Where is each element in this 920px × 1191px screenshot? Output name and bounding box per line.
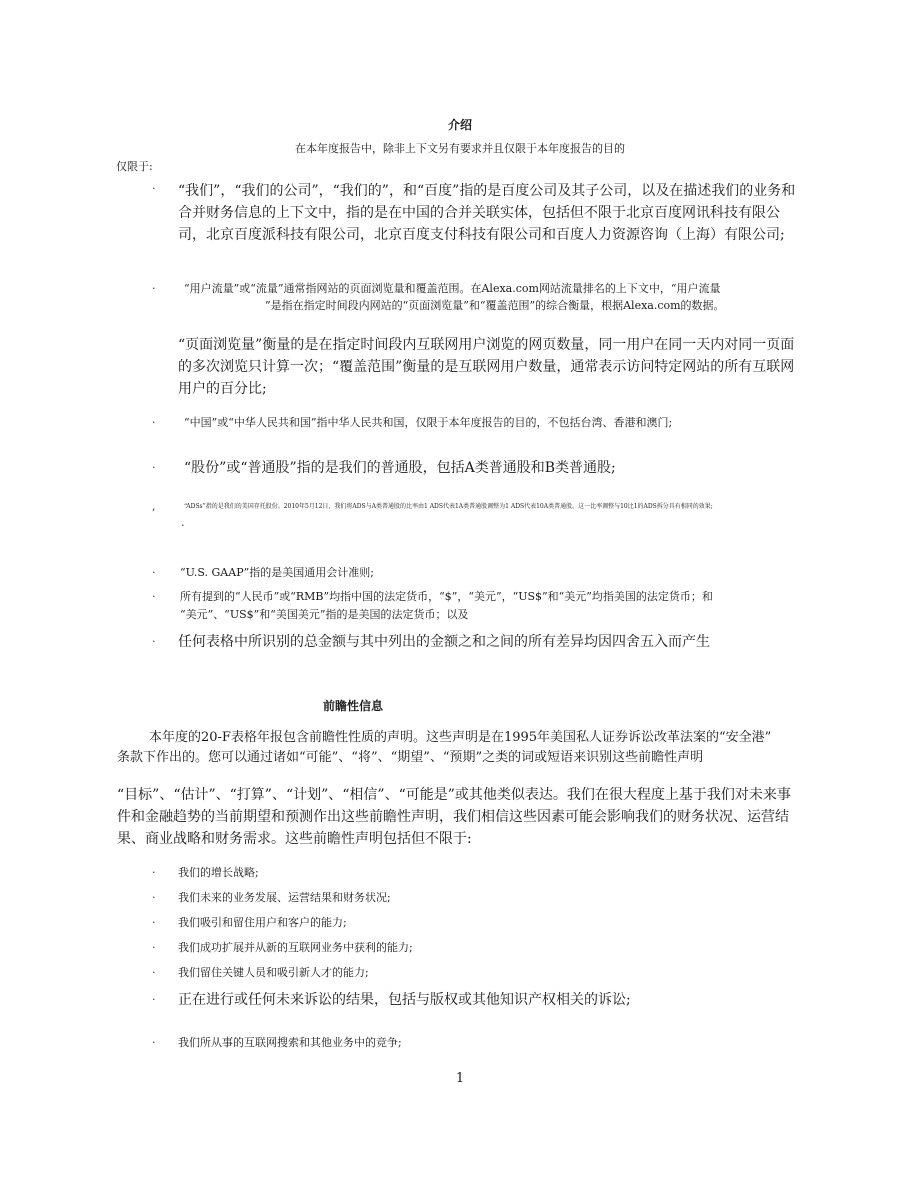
bullet: · (152, 461, 156, 474)
forward-item: 我们吸引和留住用户和客户的能力; (178, 916, 347, 929)
bullet: · (152, 282, 156, 295)
definition-currency: 所有提到的“人民币”或“RMB”均指中国的法定货币，“$”，“美元”，“US$”和“美元”均指美国的法定货币；和 (180, 590, 713, 603)
definition-we: “我们”，“我们的公司”，“我们的”，和“百度”指的是百度公司及其子公司，以及在描述我们的业务和合并财务信息的上下文中，指的是在中国的合并关联实体，包括但不限于北京百度网讯科技有限公司，北京百度派科技有限公司，北京百度支付科技有限公司和百度人力资源咨询（上海）有限公司; (178, 183, 796, 243)
forward-item: 我们未来的业务发展、运营结果和财务状况; (178, 891, 391, 904)
bullet: · (152, 416, 156, 429)
forward-paragraph-line2: 条款下作出的。您可以通过诸如“可能”、“将”、“期望”、“预期”之类的词或短语来识别这些前瞻性声明 (117, 750, 704, 765)
bullet: · (152, 1036, 156, 1049)
bullet: · (152, 182, 156, 195)
bullet: · (152, 635, 156, 648)
intro-title: 介绍 (447, 118, 472, 132)
definition-shares: “股份”或“普通股”指的是我们的普通股，包括A类普通股和B类普通股; (184, 460, 616, 476)
page-number: 1 (455, 1071, 465, 1086)
forward-item: 我们所从事的互联网搜索和其他业务中的竞争; (178, 1036, 402, 1049)
definition-rounding: 任何表格中所识别的总金额与其中列出的金额之和之间的所有差异均因四舍五入而产生 (178, 634, 710, 650)
forward-title: 前瞻性信息 (323, 699, 384, 713)
bullet: · (152, 866, 156, 879)
definition-china: “中国”或“中华人民共和国”指中华人民共和国，仅限于本年度报告的目的，不包括台湾、香港和澳门; (184, 416, 673, 429)
definition-currency-continued: “美元”、“US$”和“美国美元”指的是美国的法定货币；以及 (180, 608, 469, 621)
bullet: · (152, 566, 156, 579)
bullet: · (152, 891, 156, 904)
definition-page-views: “页面浏览量”衡量的是在指定时间段内互联网用户浏览的网页数量，同一用户在同一天内对同一页面的多次浏览只计算一次；“覆盖范围”衡量的是互联网用户数量，通常表示访问特定网站的所有互联网用户的百分比; (178, 337, 795, 397)
intro-subtitle: 在本年度报告中，除非上下文另有要求并且仅限于本年度报告的目的 (295, 142, 625, 155)
forward-item: 我们留住关键人员和吸引新人才的能力; (178, 966, 369, 979)
bullet: · (152, 590, 156, 603)
definition-user-traffic-continued: ”是指在指定时间段内网站的“页面浏览量”和“覆盖范围”的综合衡量，根据Alexa.com的数据。 (265, 299, 725, 312)
forward-paragraph2: “目标”、“估计”、“打算”、“计划”、“相信”、“可能是”或其他类似表达。我们在很大程度上基于我们对未来事件和金融趋势的当前期望和预测作出这些前瞻性声明，我们相信这些因素可能会影响我们的财务状况、运营结果、商业战略和财务需求。这些前瞻性声明包括但不限于: (117, 787, 791, 847)
definition-ads: “ADSs”指的是我们的美国存托股份。2010年5月12日，我们将ADS与A类普通股的比率由1 ADS代表1A类普通股调整为1 ADS代表10A类普通股。这一比率调整与10比1的ADS拆分具有相同的效果; (184, 503, 713, 510)
forward-item: 正在进行或任何未来诉讼的结果，包括与版权或其他知识产权相关的诉讼; (178, 992, 631, 1008)
ads-comma-mark: , (152, 500, 156, 513)
definition-us-gaap: “U.S. GAAP”指的是美国通用会计准则; (180, 566, 374, 579)
forward-paragraph-line1: 本年度的20-F表格年报包含前瞻性性质的声明。这些声明是在1995年美国私人证券诉讼改革法案的“安全港” (149, 730, 772, 745)
forward-item: 我们成功扩展并从新的互联网业务中获利的能力; (178, 941, 413, 954)
bullet: · (152, 941, 156, 954)
forward-item: 我们的增长战略; (178, 866, 259, 879)
bullet: · (152, 966, 156, 979)
definition-user-traffic: “用户流量”或“流量”通常指网站的页面浏览量和覆盖范围。在Alexa.com网站流量排名的上下文中，“用户流量 (184, 282, 721, 295)
limit-label: 仅限于: (116, 160, 153, 173)
bullet: · (152, 993, 156, 1006)
bullet: · (152, 916, 156, 929)
ads-dot-mark: . (181, 516, 185, 529)
